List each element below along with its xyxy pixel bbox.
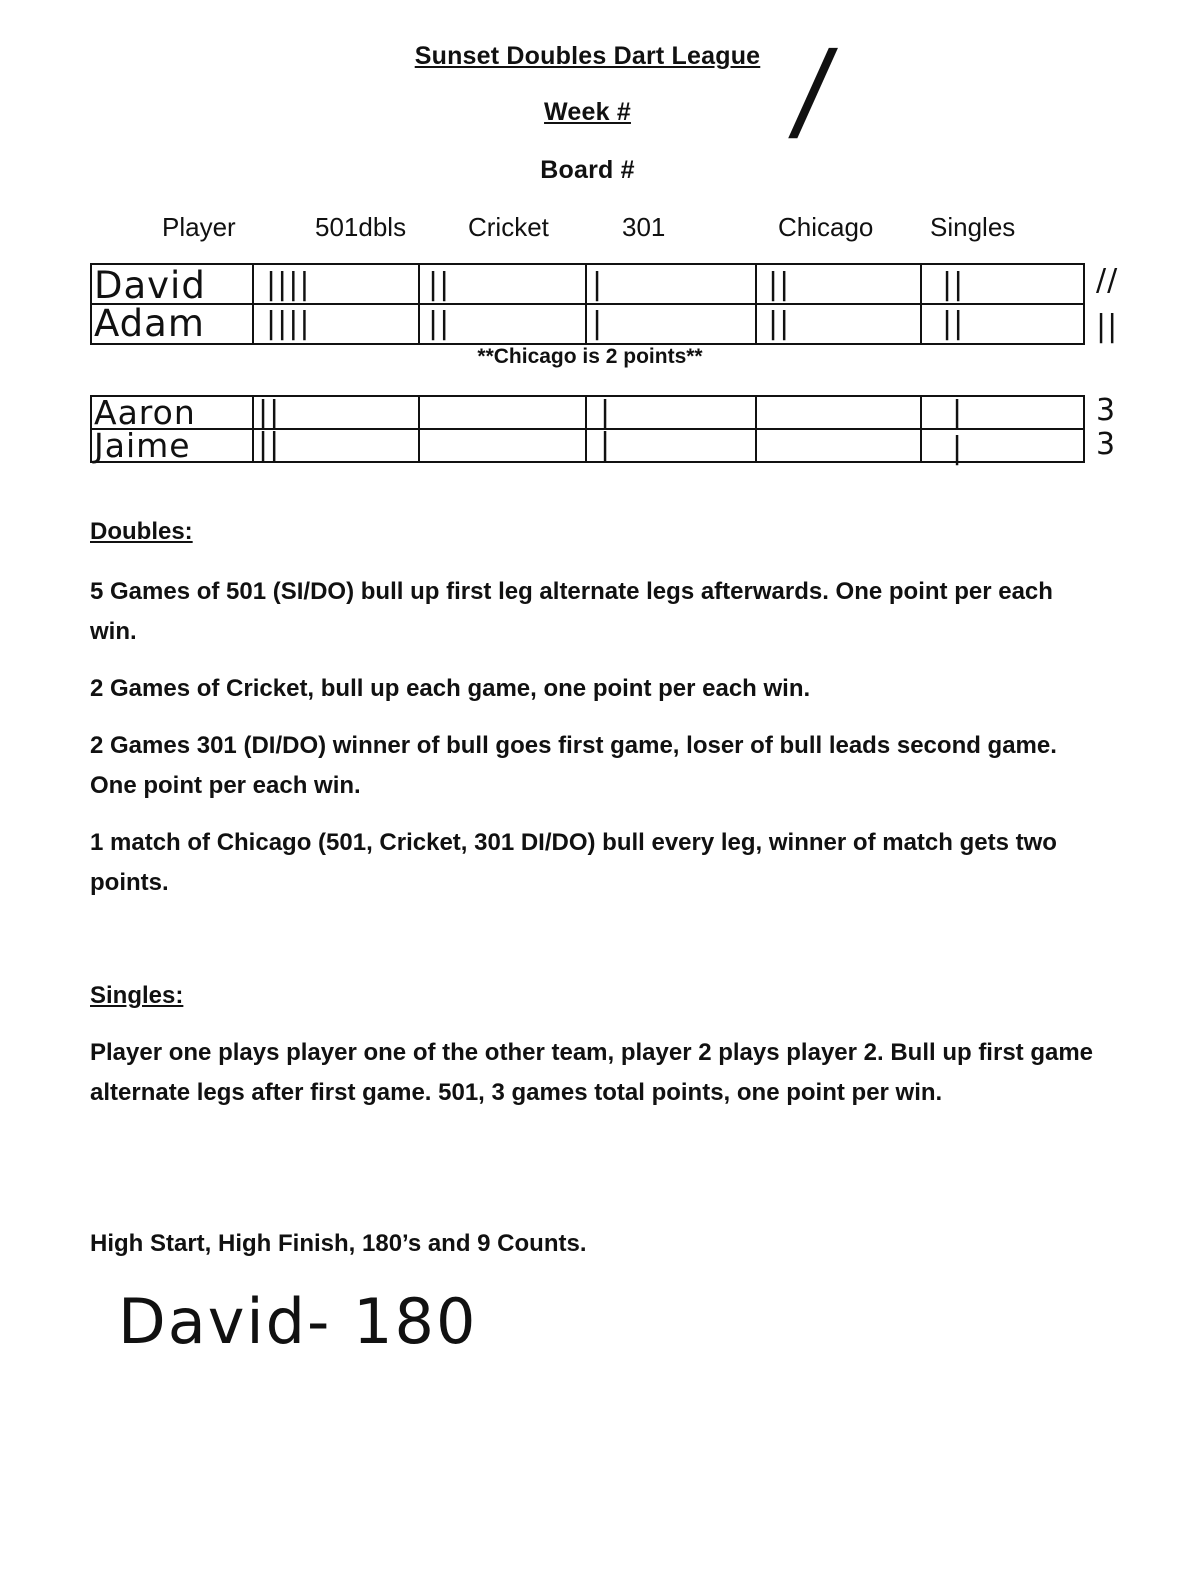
board-label: Board # <box>540 156 635 184</box>
grid-divider <box>920 395 922 463</box>
total-team2-1: 3 <box>1096 393 1117 428</box>
col-header-501dbls: 501dbls <box>315 212 407 242</box>
doubles-rule-501: 5 Games of 501 (SI/DO) bull up first leg alternate legs afterwards. One point per each win. <box>90 578 1053 645</box>
singles-rule: Player one plays player one of the other team, player 2 plays player 2. Bull up first game alternate legs after first game. 501, 3 games total points, one point per win. <box>90 1039 1094 1106</box>
grid-divider <box>755 263 757 345</box>
tally-501dbls: |||| <box>266 306 311 341</box>
tally-singles: || <box>942 306 965 341</box>
grid-divider <box>252 263 254 345</box>
tally-501dbls: || <box>258 427 281 462</box>
tally-301: | <box>600 427 612 462</box>
grid-divider <box>252 395 254 463</box>
singles-heading: Singles: <box>90 982 184 1009</box>
grid-divider <box>755 395 757 463</box>
col-header-singles: Singles <box>930 212 1016 242</box>
tally-cricket: || <box>428 267 451 302</box>
tally-301: | <box>592 306 604 341</box>
col-header-cricket: Cricket <box>468 212 549 242</box>
tally-301: | <box>600 395 612 430</box>
player-name-team1-1: David <box>94 264 206 307</box>
tally-501dbls: |||| <box>266 267 311 302</box>
grid-divider <box>418 263 420 345</box>
grid-divider <box>920 263 922 345</box>
board-number-handwritten: / <box>786 26 842 154</box>
team2-row-divider <box>90 428 1085 430</box>
player-name-team2-1: Aaron <box>94 393 196 432</box>
tally-chicago: || <box>768 306 791 341</box>
doubles-rule-chicago: 1 match of Chicago (501, Cricket, 301 DI/DO) bull every leg, winner of match gets two points. <box>90 829 1057 896</box>
doubles-rule-cricket: 2 Games of Cricket, bull up each game, one point per each win. <box>90 675 811 702</box>
extras-label: High Start, High Finish, 180’s and 9 Counts. <box>90 1230 587 1257</box>
tally-501dbls: || <box>258 395 281 430</box>
total-team2-2: 3 <box>1096 427 1117 462</box>
grid-divider <box>585 395 587 463</box>
tally-cricket: || <box>428 306 451 341</box>
col-header-chicago: Chicago <box>778 212 874 242</box>
chicago-points-note: **Chicago is 2 points** <box>477 345 703 368</box>
week-label: Week # <box>544 98 631 126</box>
player-name-team2-2: Jaime <box>94 426 191 465</box>
tally-singles: | <box>952 395 964 430</box>
tally-singles: | <box>952 431 964 466</box>
extras-entry-handwritten: David- 180 <box>118 1285 478 1358</box>
tally-301: | <box>592 267 604 302</box>
grid-divider <box>585 263 587 345</box>
grid-divider <box>418 395 420 463</box>
doubles-heading: Doubles: <box>90 518 193 545</box>
total-team1-1: // <box>1096 263 1119 298</box>
col-header-301: 301 <box>622 212 666 242</box>
total-team1-2: || <box>1096 309 1119 344</box>
doubles-rule-301: 2 Games 301 (DI/DO) winner of bull goes first game, loser of bull leads second game. One point per each win. <box>90 732 1057 799</box>
team1-row-divider <box>90 303 1085 305</box>
tally-chicago: || <box>768 267 791 302</box>
league-title: Sunset Doubles Dart League <box>414 42 761 70</box>
tally-singles: || <box>942 267 965 302</box>
col-header-player: Player <box>162 212 236 242</box>
player-name-team1-2: Adam <box>94 302 205 345</box>
